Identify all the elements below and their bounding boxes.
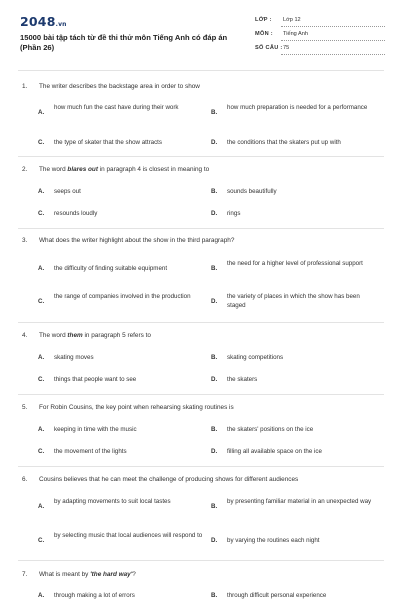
question-text-part: in paragraph 4 is closest in meaning to: [97, 166, 210, 173]
question-text: The writer describes the backstage area in order to show: [39, 83, 200, 90]
question-number: 3.: [22, 237, 28, 244]
divider: [18, 322, 384, 323]
question-text: [39, 165, 379, 174]
logo-suffix: .vn: [55, 21, 67, 28]
option-letter: D.: [211, 537, 218, 544]
option-letter: C.: [38, 537, 45, 544]
option-text: skating competitions: [227, 354, 284, 361]
question-text: Cousins believes that he can meet the challenge of producing shows for different audiences: [39, 476, 299, 483]
divider: [18, 394, 384, 395]
question-text-part: The word: [39, 332, 68, 339]
option-text: how much fun the cast have during their work: [54, 104, 179, 111]
option-text: by varying the routines each night: [227, 537, 320, 544]
option-letter: D.: [211, 298, 218, 305]
question-text: What does the writer highlight about the show in the third paragraph?: [39, 237, 235, 244]
question-number: 7.: [22, 571, 28, 578]
meta-class-row: [255, 14, 385, 27]
meta-key: LỚP :: [255, 17, 272, 23]
option-letter: D.: [211, 210, 218, 217]
option-letter: C.: [38, 298, 45, 305]
option-letter: D.: [211, 139, 218, 146]
option-text: sounds beautifully: [227, 188, 277, 195]
question-text-part: ?: [132, 571, 136, 578]
question-number: 4.: [22, 332, 28, 339]
meta-underline: [281, 40, 385, 41]
option-letter: B.: [211, 426, 218, 433]
meta-count-row: [255, 42, 385, 55]
meta-subject-row: [255, 28, 385, 41]
divider: [18, 228, 384, 229]
option-text: the need for a higher level of professional support: [227, 260, 363, 267]
option-text: the type of skater that the show attracts: [54, 139, 162, 146]
meta-value: Lớp 12: [283, 17, 301, 23]
option-text: by adapting movements to suit local tastes: [54, 498, 171, 505]
option-letter: C.: [38, 139, 45, 146]
divider: [18, 560, 384, 561]
question-emphasis: them: [67, 332, 83, 339]
question-text: [39, 331, 379, 340]
option-letter: A.: [38, 592, 45, 599]
option-text: by selecting music that local audiences will respond to: [54, 532, 203, 539]
option-letter: A.: [38, 354, 45, 361]
question-number: 5.: [22, 404, 28, 411]
meta-underline: [281, 26, 385, 27]
page-header: [0, 0, 400, 62]
option-letter: A.: [38, 503, 45, 510]
question-number: 2.: [22, 166, 28, 173]
option-text: the range of companies involved in the production: [54, 293, 191, 300]
option-text: the variety of places in which the show has been staged: [227, 293, 360, 309]
option-text: seeps out: [54, 188, 81, 195]
option-letter: C.: [38, 448, 45, 455]
meta-key: SỐ CÂU :: [255, 45, 283, 51]
divider: [18, 156, 384, 157]
divider: [18, 70, 384, 71]
question-text-part: What is meant by: [39, 571, 91, 578]
option-text: the skaters' positions on the ice: [227, 426, 314, 433]
option-text: the skaters: [227, 376, 258, 383]
question-emphasis: 'the hard way': [90, 571, 133, 578]
option-letter: B.: [211, 592, 218, 599]
meta-underline: [281, 54, 385, 55]
meta-value: Tiếng Anh: [283, 31, 308, 37]
option-text: by presenting familiar material in an unexpected way: [227, 498, 372, 505]
meta-key: MÔN :: [255, 31, 273, 37]
question-text-part: The word: [39, 166, 68, 173]
option-letter: B.: [211, 265, 218, 272]
option-letter: D.: [211, 448, 218, 455]
option-letter: B.: [211, 109, 218, 116]
option-letter: C.: [38, 210, 45, 217]
option-text: the movement of the lights: [54, 448, 127, 455]
option-text: through making a lot of errors: [54, 592, 135, 599]
option-text: rings: [227, 210, 241, 217]
site-logo[interactable]: [20, 14, 67, 29]
option-text: the conditions that the skaters put up with: [227, 139, 341, 146]
option-letter: B.: [211, 503, 218, 510]
option-letter: B.: [211, 354, 218, 361]
option-letter: A.: [38, 265, 45, 272]
question-text-part: in paragraph 5 refers to: [82, 332, 151, 339]
option-letter: B.: [211, 188, 218, 195]
option-letter: A.: [38, 188, 45, 195]
option-letter: A.: [38, 426, 45, 433]
option-letter: A.: [38, 109, 45, 116]
option-letter: C.: [38, 376, 45, 383]
question-number: 6.: [22, 476, 28, 483]
option-text: resounds loudly: [54, 210, 98, 217]
option-text: skating moves: [54, 354, 94, 361]
option-text: things that people want to see: [54, 376, 137, 383]
logo-text: 2048: [20, 14, 56, 29]
document-title: 15000 bài tập tách từ đề thi thử môn Tiếng Anh có đáp án (Phần 26): [20, 33, 228, 52]
option-text: how much preparation is needed for a performance: [227, 104, 368, 111]
option-text: filling all available space on the ice: [227, 448, 322, 455]
question-number: 1.: [22, 83, 28, 90]
meta-value: 75: [283, 45, 290, 51]
option-text: the difficulty of finding suitable equipment: [54, 265, 168, 272]
question-emphasis: blares out: [67, 166, 98, 173]
question-text: For Robin Cousins, the key point when rehearsing skating routines is: [39, 404, 234, 411]
option-text: through difficult personal experience: [227, 592, 327, 599]
option-letter: D.: [211, 376, 218, 383]
question-text: [39, 570, 379, 579]
option-text: keeping in time with the music: [54, 426, 137, 433]
divider: [18, 466, 384, 467]
